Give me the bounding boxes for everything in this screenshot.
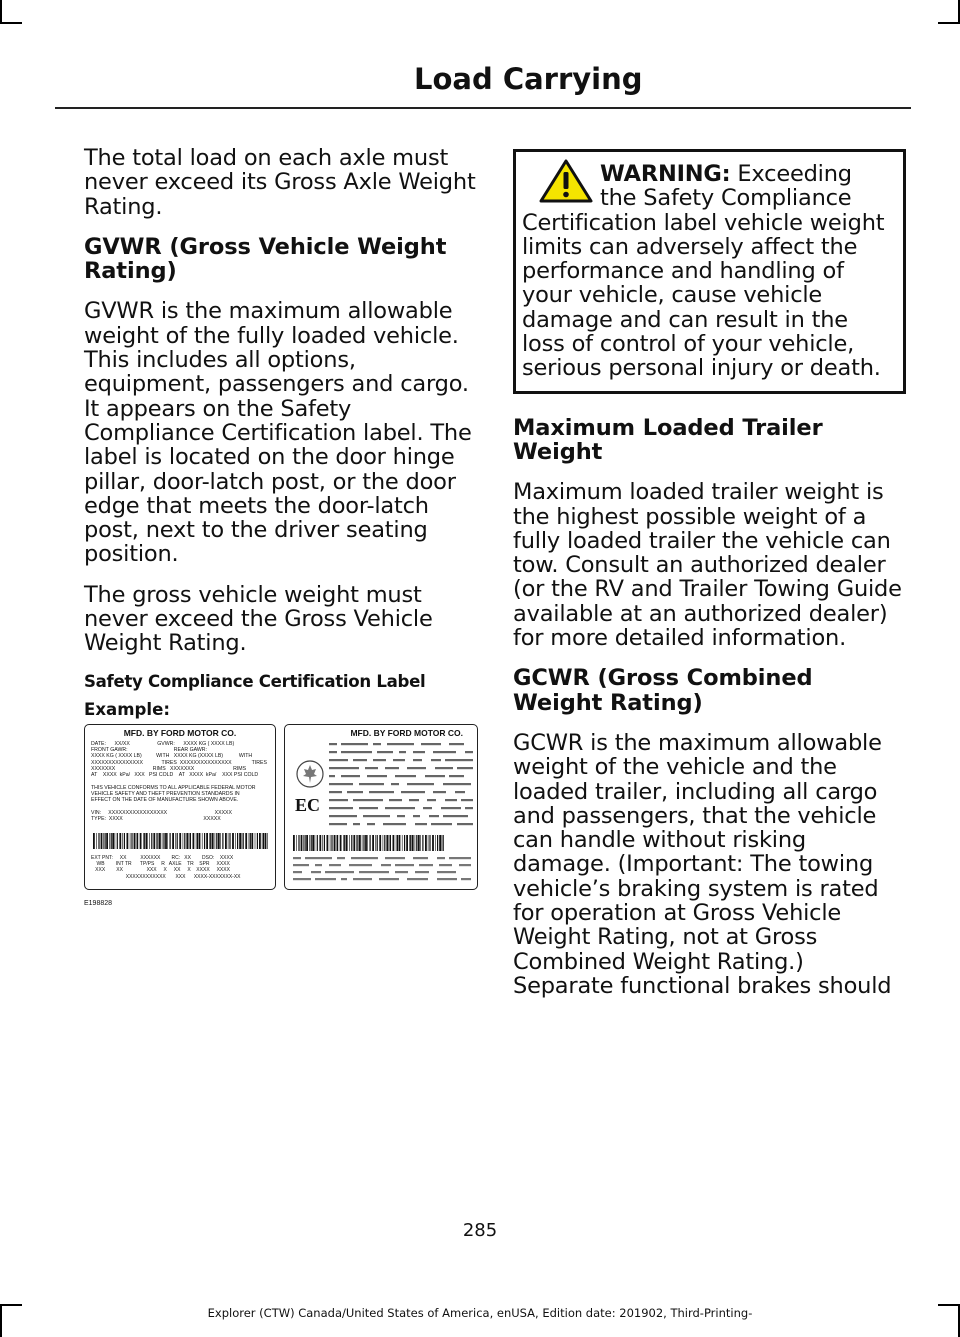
header-divider [55, 107, 911, 109]
crop-mark-top-left-h [0, 22, 22, 24]
label-b-title: MFD. BY FORD MOTOR CO. [350, 727, 463, 738]
ec-mark: EC [295, 794, 321, 815]
gcwr-paragraph: GCWR is the maximum allowable weight of the vehicle and the loaded trailer, including all cargo and passengers, that the vehicle can handle without risking damage. (Important: The towing vehicle’s braking system is rated for operation at Gross Vehicle Weight Rating, not at Gross Combined Weight Rating.) Separate functional brakes should [513, 729, 892, 999]
page-number: 285 [462, 1220, 498, 1241]
trailer-weight-paragraph: Maximum loaded trailer weight is the highest possible weight of a fully loaded trailer the vehicle can tow. Consult an authorized dealer (or the RV and Trailer Towing Guide available at an authorized dealer) for more detailed information. [513, 479, 902, 652]
gcwr-heading: GCWR (Gross Combined Weight Rating) [513, 665, 813, 716]
figure-title: Safety Compliance Certification Label [84, 671, 426, 691]
label-a-bottom-fields: EXT PNT: XX XXXXXX RC: XX DSO: XXXX WB INT TR TP/PS R AXLE TR SPR XXXX XXX XX XXX X XX X XXXX XXXX XXXXXXXXXXXX XXX XXXX-XXXXXXX-XX [91, 854, 241, 880]
gross-weight-paragraph: The gross vehicle weight must never exceed the Gross Vehicle Weight Rating. [84, 581, 433, 657]
label-example-canada [284, 724, 478, 890]
label-a-title: MFD. BY FORD MOTOR CO. [123, 727, 237, 738]
left-column [84, 146, 476, 910]
label-a-fields: DATE: XX/XX GVWR: XXXX KG ( XXXX LB) FRONT GAWR: REAR GAWR: XXXX KG ( XXXX LB) WITH XXXX KG (XXXX LB) WITH XXXXXXXXXXXXXXX TIRES XXXXXXXXXXXXXXX TIRES XXXXXXX RIMS XXXXXXX RIMS AT XXXX kPa/ XXX PSI COLD AT XXXX kPa/ XXX PSI COLD THIS VEHICLE CONFORMS TO ALL APPLICABLE FEDERAL MOTOR VEHICLE SAFETY AND THEFT PREVENTION STANDARDS IN EFFECT ON THE DATE OF MANUFACTURE SHOWN ABOVE. VIN: XXXXXXXXXXXXXXXXX XXXXX TYPE: XXXX XXXXX [91, 740, 267, 823]
label-b-text-lines [329, 743, 473, 833]
crop-mark-top-right-h [938, 22, 960, 24]
gvwr-paragraph: GVWR is the maximum allowable weight of the fully loaded vehicle. This includes all options, equipment, passengers and cargo. It appears on the Safety Compliance Certification label. The label is located on the door hinge pillar, door-latch post, or the door edge that meets the door-latch post, next to the driver seating position. [84, 298, 472, 568]
gvwr-heading: GVWR (Gross Vehicle Weight Rating) [84, 233, 447, 285]
warning-label: WARNING: [600, 161, 731, 187]
maple-leaf-icon [295, 759, 325, 789]
page-header-title: Load Carrying [414, 62, 643, 96]
warning-text: Exceeding the Safety Compliance Certification label vehicle weight limits can adversely affect the performance and handling of your vehicle, cause vehicle damage and can result in the loss of control of your vehicle, serious personal injury or death. [522, 161, 885, 382]
warning-triangle-icon [538, 158, 594, 204]
certification-label-figure [84, 724, 478, 910]
crop-mark-top-left [0, 0, 2, 22]
label-example-us [84, 724, 276, 890]
warning-box [513, 149, 906, 394]
page-footer: Explorer (CTW) Canada/United States of America, enUSA, Edition date: 201902, Third-Printing- [207, 1306, 753, 1320]
label-a-barcode [93, 833, 269, 849]
figure-id: E198828 [84, 899, 113, 907]
label-b-barcode [293, 835, 445, 851]
label-b-bottom-lines [293, 857, 471, 885]
figure-subtitle: Example: [84, 699, 170, 719]
trailer-weight-heading: Maximum Loaded Trailer Weight [513, 414, 823, 465]
axle-load-paragraph: The total load on each axle must never exceed its Gross Axle Weight Rating. [84, 145, 476, 220]
right-column [513, 149, 906, 1014]
